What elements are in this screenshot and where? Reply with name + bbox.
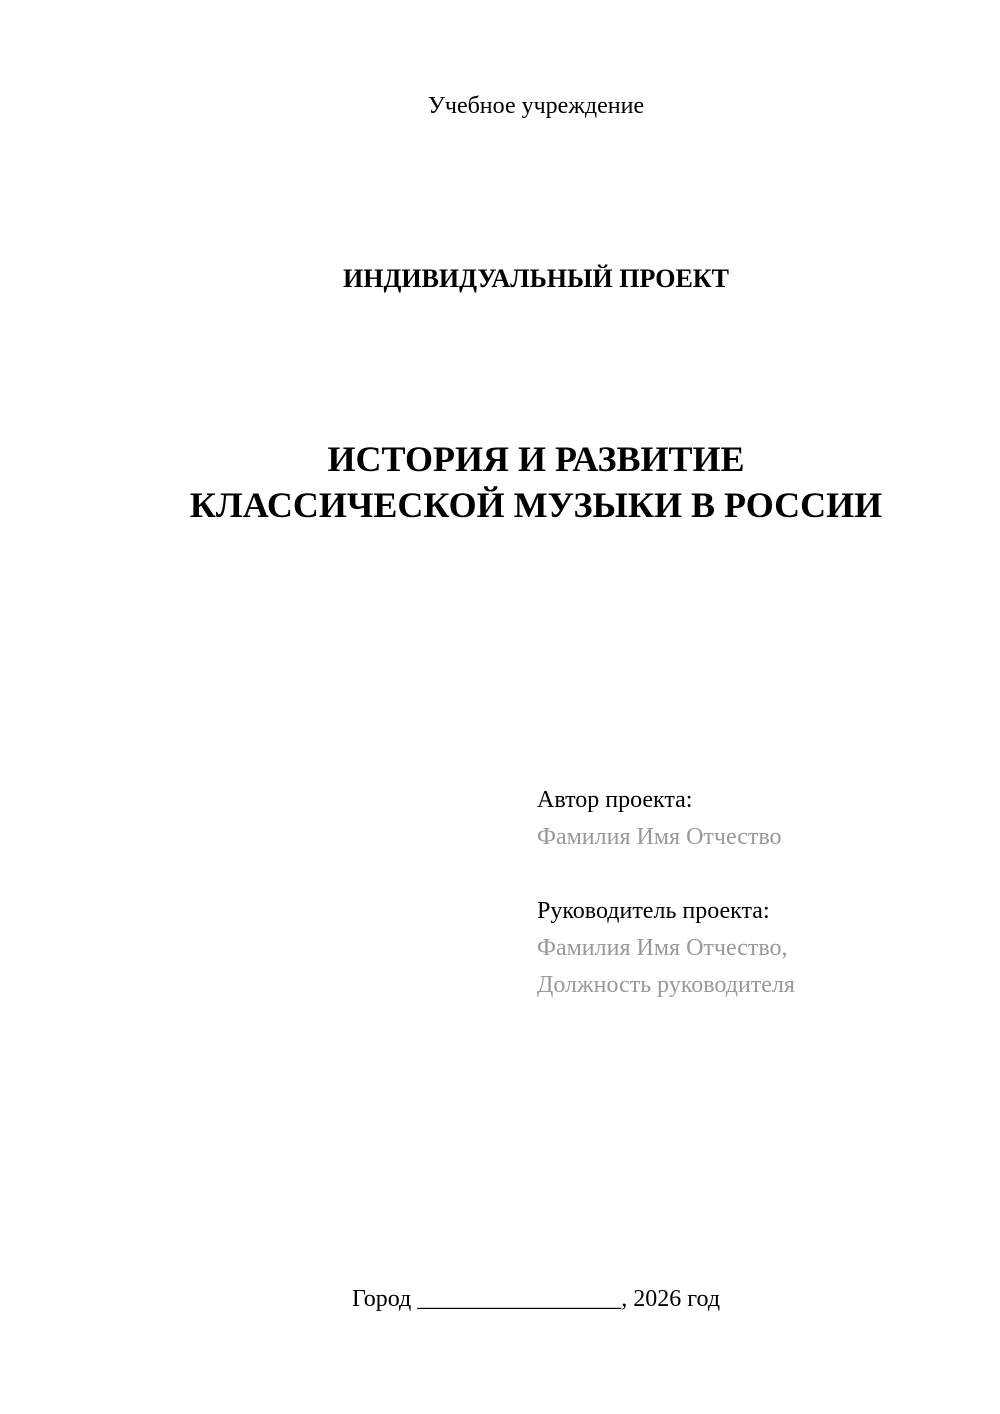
city-label: Город — [351, 1286, 412, 1312]
supervisor-name-placeholder: Фамилия Имя Отчество, — [537, 935, 788, 961]
city-blank-line: _________________ — [417, 1286, 622, 1312]
city-year-line — [143, 1284, 929, 1314]
author-name-placeholder: Фамилия Имя Отчество — [537, 824, 782, 850]
document-type-heading: ИНДИВИДУАЛЬНЫЙ ПРОЕКТ — [343, 264, 729, 293]
credits-spacer — [537, 856, 795, 893]
project-title — [143, 436, 929, 528]
institution-name: Учебное учреждение — [427, 93, 645, 119]
project-title-line1: ИСТОРИЯ И РАЗВИТИЕ — [327, 439, 745, 479]
project-title-line2: КЛАССИЧЕСКОЙ МУЗЫКИ В РОССИИ — [189, 485, 883, 525]
author-label: Автор проекта: — [537, 787, 693, 813]
supervisor-label: Руководитель проекта: — [537, 898, 770, 924]
credits-block — [537, 782, 795, 1004]
supervisor-position-placeholder: Должность руководителя — [537, 972, 795, 998]
year-text: , 2026 год — [621, 1286, 721, 1312]
